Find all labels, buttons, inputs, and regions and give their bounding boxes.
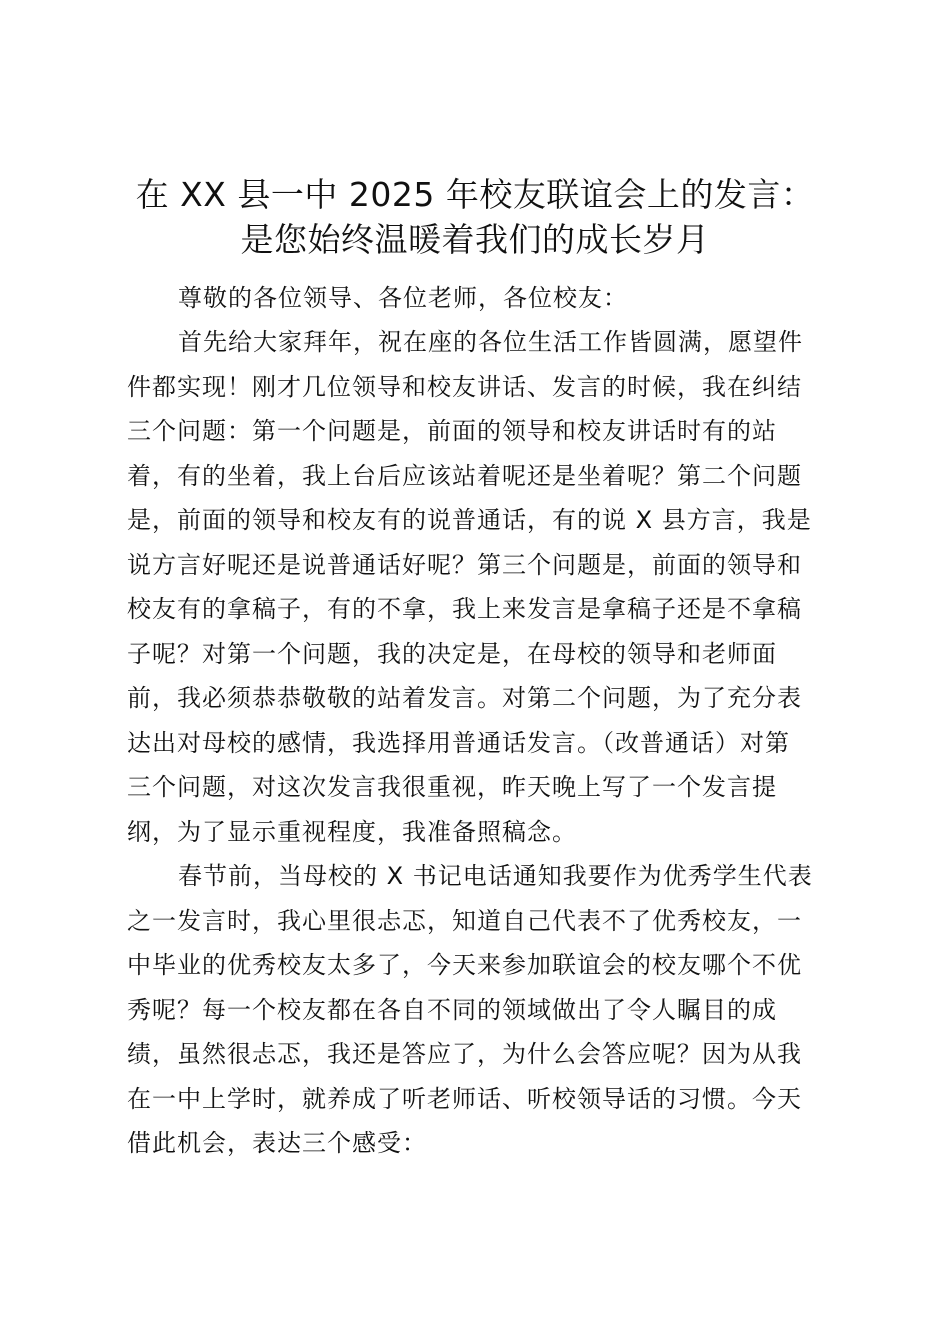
body-line: 子呢？对第一个问题，我的决定是，在母校的领导和老师面	[127, 640, 777, 668]
body-line: 前，我必须恭恭敬敬的站着发言。对第二个问题，为了充分表	[127, 684, 802, 712]
body-line: 校友有的拿稿子，有的不拿，我上来发言是拿稿子还是不拿稿	[127, 595, 802, 623]
body-line: 达出对母校的感情，我选择用普通话发言。（改普通话）对第	[127, 729, 790, 757]
document-title-line-2: 是您始终温暖着我们的成长岁月	[240, 220, 710, 259]
body-line: 着，有的坐着，我上台后应该站着呢还是坐着呢？第二个问题	[127, 462, 802, 490]
body-line: 之一发言时，我心里很忐忑，知道自己代表不了优秀校友，一	[127, 907, 802, 935]
body-line: 三个问题：第一个问题是，前面的领导和校友讲话时有的站	[127, 417, 777, 445]
salutation-line: 尊敬的各位领导、各位老师，各位校友：	[178, 284, 628, 312]
body-line: 三个问题，对这次发言我很重视，昨天晚上写了一个发言提	[127, 773, 777, 801]
body-line: 绩，虽然很忐忑，我还是答应了，为什么会答应呢？因为从我	[127, 1040, 802, 1068]
body-line: 借此机会，表达三个感受：	[127, 1129, 427, 1157]
body-line: 是，前面的领导和校友有的说普通话，有的说 X 县方言，我是	[127, 506, 812, 534]
body-line: 中毕业的优秀校友太多了，今天来参加联谊会的校友哪个不优	[127, 951, 802, 979]
document-title-line-1: 在 XX 县一中 2025 年校友联谊会上的发言：	[135, 175, 815, 214]
body-line: 纲，为了显示重视程度，我准备照稿念。	[127, 818, 577, 846]
body-line: 件都实现！刚才几位领导和校友讲话、发言的时候，我在纠结	[127, 373, 802, 401]
body-line: 春节前，当母校的 X 书记电话通知我要作为优秀学生代表	[178, 862, 813, 890]
body-line: 首先给大家拜年，祝在座的各位生活工作皆圆满，愿望件	[178, 328, 803, 356]
body-line: 说方言好呢还是说普通话好呢？第三个问题是，前面的领导和	[127, 551, 802, 579]
body-line: 在一中上学时，就养成了听老师话、听校领导话的习惯。今天	[127, 1085, 802, 1113]
body-line: 秀呢？每一个校友都在各自不同的领域做出了令人瞩目的成	[127, 996, 777, 1024]
